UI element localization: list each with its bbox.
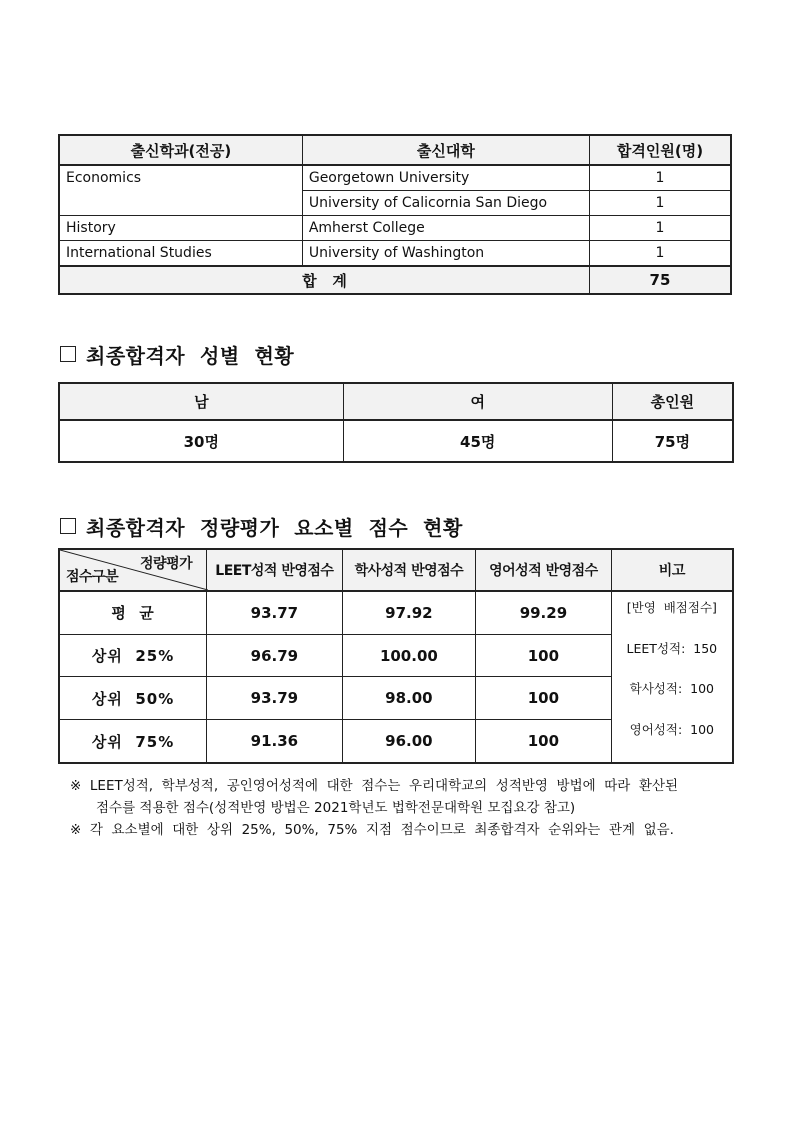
cell-university: Georgetown University [302,165,589,191]
column-header-english: 영어성적 반영점수 [476,549,611,591]
total-row [59,266,731,294]
cell-male-count: 30명 [59,420,343,462]
row-label: 상위 25% [59,634,207,677]
cell-leet: 93.77 [207,591,342,634]
cell-gpa: 96.00 [342,720,476,763]
cell-leet: 91.36 [207,720,342,763]
footnotes [70,775,740,841]
cell-leet: 96.79 [207,634,342,677]
cell-gpa: 97.92 [342,591,476,634]
row-label: 상위 50% [59,677,207,720]
cell-leet: 93.79 [207,677,342,720]
remarks-line: 학사성적: 100 [629,681,714,696]
row-label: 평 균 [59,591,207,634]
total-label: 합 계 [59,266,589,294]
column-header-count: 합격인원(명) [589,135,731,165]
footnote-line: ※ 각 요소별에 대한 상위 25%, 50%, 75% 지점 점수이므로 최종합격자 순위와는 관계 없음. [70,822,674,838]
gender-table [58,382,734,463]
score-table [58,548,734,764]
footnote-line: ※ LEET성적, 학부성적, 공인영어성적에 대한 점수는 우리대학교의 성적반영 방법에 따라 환산된 [70,778,679,794]
column-header-remarks: 비고 [611,549,733,591]
cell-major: History [59,216,302,241]
section-title-scores [60,512,463,541]
cell-total-count: 75명 [612,420,733,462]
cell-count: 1 [589,191,731,216]
corner-label-top: 정량평가 [140,556,193,572]
cell-major: Economics [59,165,302,216]
table-row [59,591,733,634]
column-header-major: 출신학과(전공) [59,135,302,165]
section-title-gender [60,340,294,369]
cell-english: 100 [476,634,611,677]
column-header-total: 총인원 [612,383,733,420]
section-title-text: 최종합격자 정량평가 요소별 점수 현황 [86,516,463,540]
cell-major: International Studies [59,241,302,267]
cell-female-count: 45명 [343,420,612,462]
checkbox-square-icon [60,346,76,362]
row-label: 상위 75% [59,720,207,763]
cell-english: 99.29 [476,591,611,634]
column-header-male: 남 [59,383,343,420]
table-header-row [59,383,733,420]
column-header-female: 여 [343,383,612,420]
cell-gpa: 100.00 [342,634,476,677]
column-header-university: 출신대학 [302,135,589,165]
corner-label-bottom: 점수구분 [66,569,119,585]
section-title-text: 최종합격자 성별 현황 [86,344,295,368]
cell-count: 1 [589,241,731,267]
table-header-row [59,135,731,165]
cell-gpa: 98.00 [342,677,476,720]
checkbox-square-icon [60,518,76,534]
footnote-line: 점수를 적용한 점수(성적반영 방법은 2021학년도 법학전문대학원 모집요강 참고) [96,800,576,816]
column-header-gpa: 학사성적 반영점수 [342,549,476,591]
remarks-line: 영어성적: 100 [629,721,714,737]
remarks-line: LEET성적: 150 [626,640,718,656]
admissions-by-major-table [58,134,732,295]
cell-university: University of Calicornia San Diego [302,191,589,216]
table-row [59,241,731,267]
column-header-leet: LEET성적 반영점수 [207,549,342,591]
remarks-cell [611,591,733,763]
table-row [59,216,731,241]
cell-english: 100 [476,677,611,720]
cell-count: 1 [589,165,731,191]
diagonal-header-cell [59,549,207,591]
table-header-row [59,549,733,591]
cell-university: University of Washington [302,241,589,267]
table-row [59,420,733,462]
cell-english: 100 [476,720,611,763]
table-row [59,165,731,191]
cell-count: 1 [589,216,731,241]
remarks-line: [반영 배점점수] [626,600,717,615]
cell-university: Amherst College [302,216,589,241]
total-value: 75 [589,266,731,294]
